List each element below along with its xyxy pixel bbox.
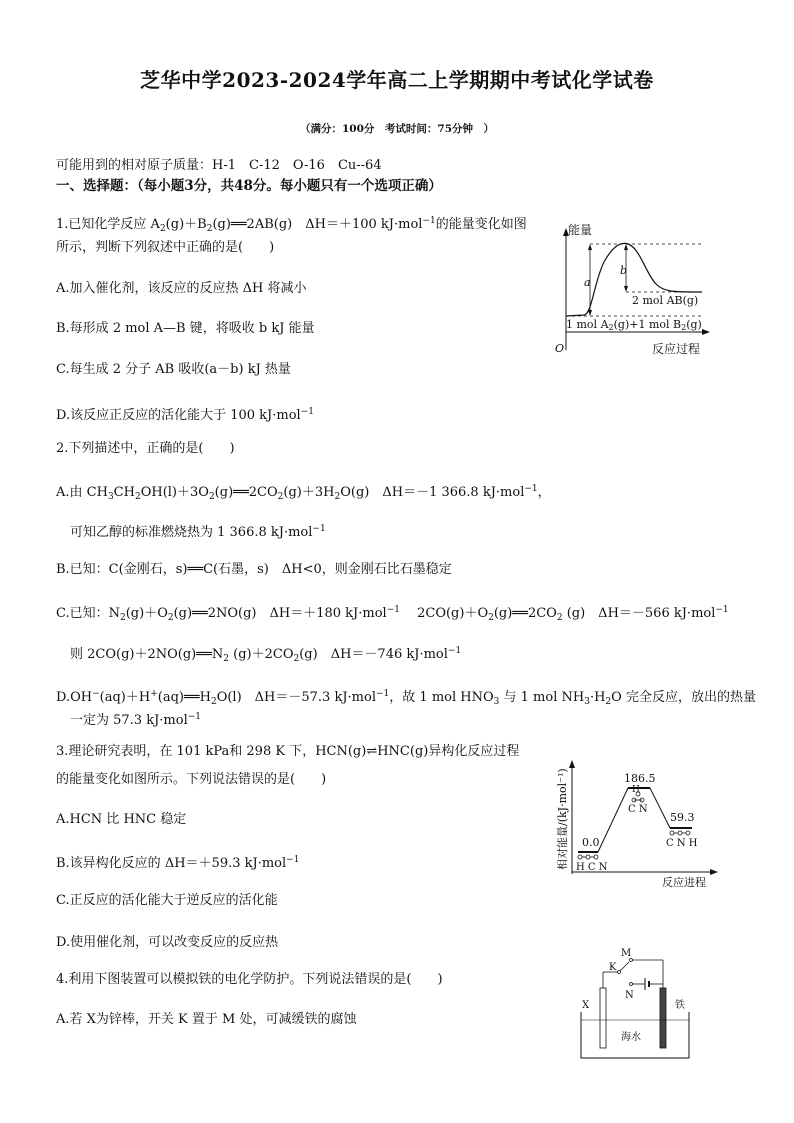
q1-option-d: D.该反应正反应的活化能大于 100 kJ·mol$^{-1}$ (56, 407, 314, 423)
q2-option-a-line2: 可知乙醇的标准燃烧热为 1 366.8 kJ·mol$^{-1}$ (70, 524, 326, 540)
atomic-masses: 可能用到的相对原子质量：H-1 C-12 O-16 Cu--64 (56, 158, 382, 173)
q1-fig-xlabel: 反应过程 (652, 342, 701, 356)
q1-fig-a: a (584, 276, 591, 289)
q4-fig-m: M (621, 948, 632, 959)
q4-fig-k: K (609, 962, 617, 973)
q3-fig-peak-h: H (632, 785, 640, 795)
q3-fig-start-atoms: H C N (576, 862, 608, 873)
q3-option-a: A.HCN 比 HNC 稳定 (56, 812, 187, 827)
q3-fig-ylabel: 相对能量/(kJ·mol⁻¹) (556, 768, 569, 870)
q4-fig-n: N (625, 990, 634, 1001)
q1-fig-b: b (620, 264, 628, 277)
q2-option-d-line2: 一定为 57.3 kJ·mol$^{-1}$ (70, 712, 202, 728)
q3-option-c: C.正反应的活化能大于逆反应的活化能 (56, 893, 278, 908)
q4-fig-iron: 铁 (675, 1000, 685, 1011)
q1-energy-diagram (552, 222, 722, 362)
q3-stem: 3.理论研究表明，在 101 kPa和 298 K 下，HCN(g)⇌HNC(g)异构化反应过程 (56, 744, 520, 759)
q4-fig-seawater: 海水 (621, 1032, 641, 1043)
q1-stem: 1.已知化学反应 $A_2(g)+B_2(g)══2AB(g)$ ΔH＝＋100 kJ·mol$^{-1}$的能量变化如图 (56, 216, 527, 234)
q4-stem: 4.利用下图装置可以模拟铁的电化学防护。下列说法错误的是( ) (56, 972, 443, 987)
q1-fig-reactant: 1 mol A2(g)+1 mol B2(g) (566, 318, 702, 332)
q3-option-d: D.使用催化剂，可以改变反应的反应热 (56, 935, 279, 950)
q1-fig-origin: O (555, 342, 565, 355)
q1-option-c: C.每生成 2 分子 AB 吸收(a－b) kJ 热量 (56, 362, 291, 377)
q2-option-d: $D.OH^-(aq)+H^+(aq)══H_2O(l)$ ΔH＝－57.3 kJ·mol$^{-1}$，故 1 mol $HNO_3$ 与 1 mol $NH_3\cdot H_2O$ 完全反应，放出的热量 (56, 689, 756, 707)
q4-apparatus-diagram (575, 946, 695, 1064)
q3-fig-peak-value: 186.5 (624, 772, 656, 785)
exam-subtitle: （满分：100分 考试时间：75分钟 ） (299, 123, 495, 135)
q4-fig-x: X (582, 1000, 590, 1011)
q3-fig-end-value: 59.3 (670, 811, 695, 824)
exam-title: 芝华中学2023-2024学年高二上学期期中考试化学试卷 (140, 68, 654, 92)
q2-option-c-line2: 则 $2CO(g)+2NO(g)══N_2$ $(g)+2CO_2(g)$ ΔH＝－746 kJ·mol$^{-1}$ (70, 646, 462, 664)
q3-option-b: B.该异构化反应的 ΔH＝＋59.3 kJ·mol$^{-1}$ (56, 855, 300, 871)
q1-stem-line2: 所示，判断下列叙述中正确的是( ) (56, 240, 275, 255)
q2-option-b: B.已知：C(金刚石，s)══C(石墨，s) ΔH<0，则金刚石比石墨稳定 (56, 562, 452, 577)
q3-fig-end-atoms: C N H (666, 838, 698, 849)
q2-stem: 2.下列描述中，正确的是( ) (56, 441, 235, 456)
section-heading: 一、选择题：（每小题3分，共48分。每小题只有一个选项正确） (56, 178, 442, 194)
q1-fig-product: 2 mol AB(g) (632, 294, 699, 307)
q3-stem-line2: 的能量变化如图所示。下列说法错误的是( ) (56, 772, 327, 787)
q3-fig-start-value: 0.0 (582, 836, 600, 849)
q3-fig-xlabel: 反应进程 (662, 876, 706, 889)
q1-option-b: B.每形成 2 mol A—B 键，将吸收 b kJ 能量 (56, 321, 315, 336)
q2-option-c: C.已知：$N_2(g)+O_2(g)══2NO(g)$ ΔH＝＋180 kJ·mol$^{-1}$ $2CO(g)+O_2(g)══2CO_2$ (g) ΔH＝－566 kJ·mol$^{-1}$ (56, 605, 729, 623)
q3-energy-diagram (552, 758, 732, 890)
q1-option-a: A.加入催化剂，该反应的反应热 ΔH 将减小 (56, 281, 307, 296)
q3-fig-peak-atoms: C N (628, 804, 648, 815)
q4-option-a: A.若 X为锌棒，开关 K 置于 M 处，可减缓铁的腐蚀 (56, 1012, 357, 1027)
q1-fig-ylabel: 能量 (568, 223, 593, 237)
q2-option-a: A.由 $CH_3CH_2OH(l)+3O_2(g)══2CO_2(g)+3H_2O(g)$ ΔH＝－1 366.8 kJ·mol$^{-1}$， (56, 484, 551, 502)
